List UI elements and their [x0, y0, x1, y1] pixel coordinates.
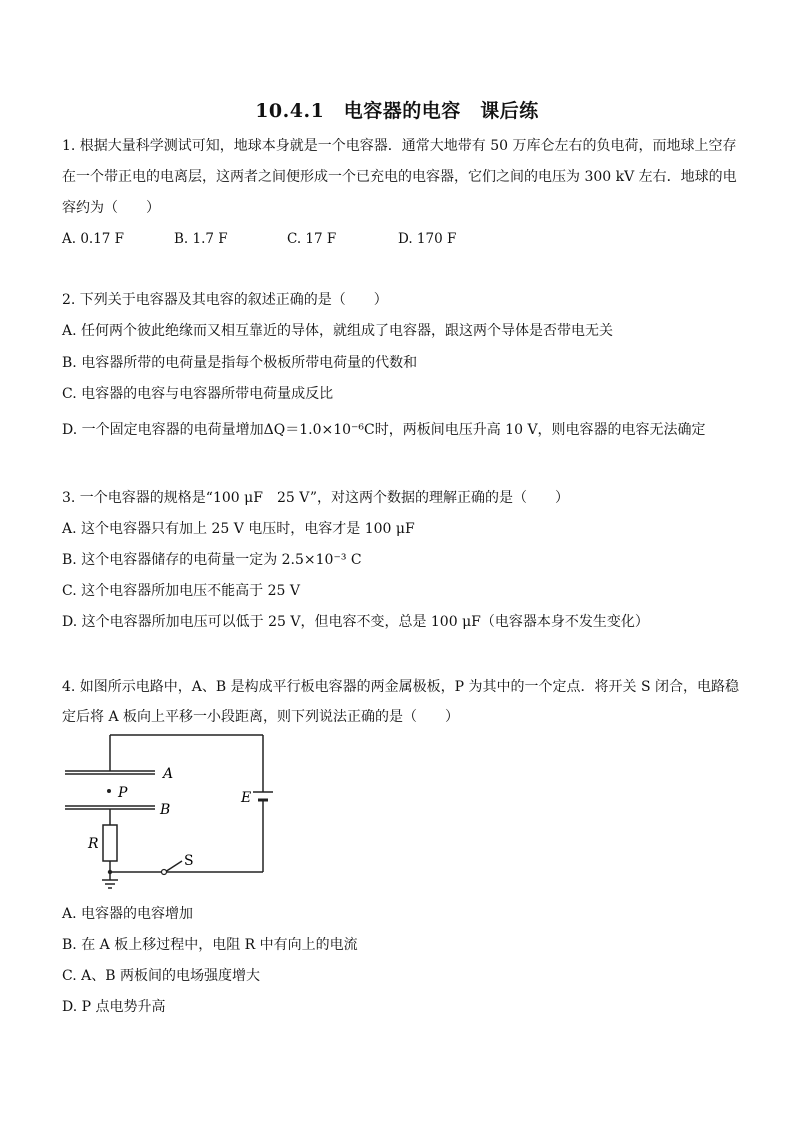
circuit-diagram: [60, 730, 280, 895]
label-a: A: [163, 766, 174, 782]
q4-line-1: 4. 如图所示电路中，A、B 是构成平行板电容器的两金属极板，P 为其中的一个定点．将开关 S 闭合，电路稳: [62, 679, 740, 695]
page-title: 10.4.1 电容器的电容 课后练: [255, 100, 539, 122]
q2-option-d: D. 一个固定电容器的电荷量增加ΔQ＝1.0×10⁻⁶C时，两板间电压升高 10 V，则电容器的电容无法确定: [62, 422, 706, 438]
switch-blade: [165, 861, 182, 872]
label-r: R: [88, 836, 99, 852]
q2-option-c: C. 电容器的电容与电容器所带电荷量成反比: [62, 386, 334, 402]
q4-option-a: A. 电容器的电容增加: [62, 906, 194, 922]
q4-option-b: B. 在 A 板上移过程中，电阻 R 中有向上的电流: [62, 937, 358, 953]
resistor-r: [103, 825, 117, 861]
q1-line-3: 容约为（ ）: [62, 200, 160, 216]
q2-option-b: B. 电容器所带的电荷量是指每个极板所带电荷量的代数和: [62, 355, 418, 371]
switch-contact: [162, 870, 167, 875]
q1-option-b: B. 1.7 F: [174, 231, 228, 247]
label-e: E: [241, 790, 252, 806]
q1-line-2: 在一个带正电的电离层，这两者之间便形成一个已充电的电容器，它们之间的电压为 300 kV 左右．地球的电: [62, 169, 737, 185]
point-p-dot: [107, 789, 111, 793]
q4-line-2: 定后将 A 板向上平移一小段距离，则下列说法正确的是（ ）: [62, 709, 460, 725]
q4-option-c: C. A、B 两板间的电场强度增大: [62, 968, 260, 984]
q2-option-a: A. 任何两个彼此绝缘而又相互靠近的导体，就组成了电容器，跟这两个导体是否带电无关: [62, 323, 614, 339]
q1-option-a: A. 0.17 F: [62, 231, 125, 247]
label-s: S: [184, 853, 194, 869]
q3-stem: 3. 一个电容器的规格是“100 μF 25 V”，对这两个数据的理解正确的是（ ）: [62, 490, 569, 506]
q1-line-1: 1. 根据大量科学测试可知，地球本身就是一个电容器．通常大地带有 50 万库仑左右的负电荷，而地球上空存: [62, 138, 737, 154]
junction-dot: [108, 870, 112, 874]
q1-option-d: D. 170 F: [398, 231, 457, 247]
label-p: P: [118, 785, 128, 801]
q3-option-b: B. 这个电容器储存的电荷量一定为 2.5×10⁻³ C: [62, 552, 362, 568]
q3-option-a: A. 这个电容器只有加上 25 V 电压时，电容才是 100 μF: [62, 521, 415, 537]
q1-option-c: C. 17 F: [287, 231, 337, 247]
q4-option-d: D. P 点电势升高: [62, 999, 166, 1015]
q1-options: [62, 229, 456, 249]
q2-stem: 2. 下列关于电容器及其电容的叙述正确的是（ ）: [62, 292, 388, 308]
q3-option-c: C. 这个电容器所加电压不能高于 25 V: [62, 583, 300, 599]
label-b: B: [160, 802, 171, 818]
q3-option-d: D. 这个电容器所加电压可以低于 25 V，但电容不变，总是 100 μF（电容器本身不发生变化）: [62, 614, 649, 630]
